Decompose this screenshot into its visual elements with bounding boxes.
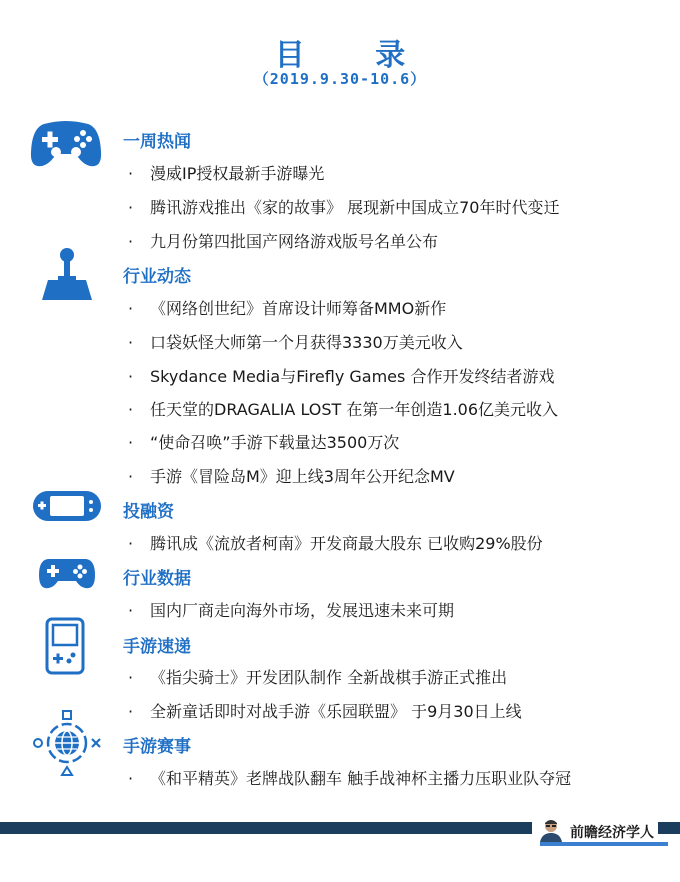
page-title: 目 录 [274,38,436,73]
list-item [128,397,558,420]
gamepad-icon [30,118,102,170]
bullet: · [128,702,134,721]
game-controller-icon [38,557,96,591]
list-item [128,665,507,688]
list-item [128,598,454,621]
list-item-text: 手游《冒险岛M》迎上线3周年公开纪念MV [150,467,455,486]
bullet: · [128,333,134,352]
list-item-text: 国内厂商走向海外市场，发展迅速未来可期 [150,601,455,620]
bullet: · [128,433,134,452]
bullet: · [128,668,134,687]
list-item [128,195,559,218]
footer-accent-line [540,842,668,846]
list-item [128,296,446,319]
section-title: 行业动态 [123,267,191,287]
list-item [128,364,554,387]
bullet: · [128,769,134,788]
bullet: · [128,232,134,251]
list-item-text: 《网络创世纪》首席设计师筹备MMO新作 [150,299,447,318]
list-item [128,531,543,554]
bullet: · [128,367,134,386]
list-item-text: 腾讯游戏推出《家的故事》 展现新中国成立70年时代变迁 [150,198,560,217]
section-title: 行业数据 [123,569,191,589]
date-range: （2019.9.30-10.6） [253,70,427,88]
list-item [128,766,571,789]
section-title: 投融资 [123,502,174,522]
bullet: · [128,601,134,620]
section-title: 手游赛事 [123,737,191,757]
list-item-text: 漫威IP授权最新手游曝光 [150,164,325,183]
bullet: · [128,198,134,217]
list-item [128,464,455,487]
list-item-text: Skydance Media与Firefly Games 合作开发终结者游戏 [150,367,555,386]
section-title: 手游速递 [123,637,191,657]
list-item [128,229,438,252]
list-item [128,430,399,453]
bullet: · [128,467,134,486]
list-item [128,161,324,184]
handheld-console-icon [32,490,102,522]
list-item-text: 《和平精英》老牌战队翻车 触手战神杯主播力压职业队夺冠 [150,769,572,788]
gameboy-icon [45,617,85,675]
list-item-text: 全新童话即时对战手游《乐园联盟》 于9月30日上线 [150,702,522,721]
list-item-text: 任天堂的DRAGALIA LOST 在第一年创造1.06亿美元收入 [150,400,559,419]
bullet: · [128,164,134,183]
brand-name: 前瞻经济学人 [566,822,658,842]
footer-bar [0,822,532,834]
list-item [128,699,522,722]
bullet: · [128,299,134,318]
section-title: 一周热闻 [123,132,191,152]
joystick-icon [40,246,94,302]
list-item-text: “使命召唤”手游下载量达3500万次 [150,433,400,452]
list-item-text: 九月份第四批国产网络游戏版号名单公布 [150,232,439,251]
list-item-text: 腾讯成《流放者柯南》开发商最大股东 已收购29%股份 [150,534,543,553]
list-item-text: 口袋妖怪大师第一个月获得3330万美元收入 [150,333,463,352]
avatar [538,816,564,842]
bullet: · [128,534,134,553]
globe-target-icon [32,708,102,778]
list-item [128,330,463,353]
bullet: · [128,400,134,419]
list-item-text: 《指尖骑士》开发团队制作 全新战棋手游正式推出 [150,668,508,687]
